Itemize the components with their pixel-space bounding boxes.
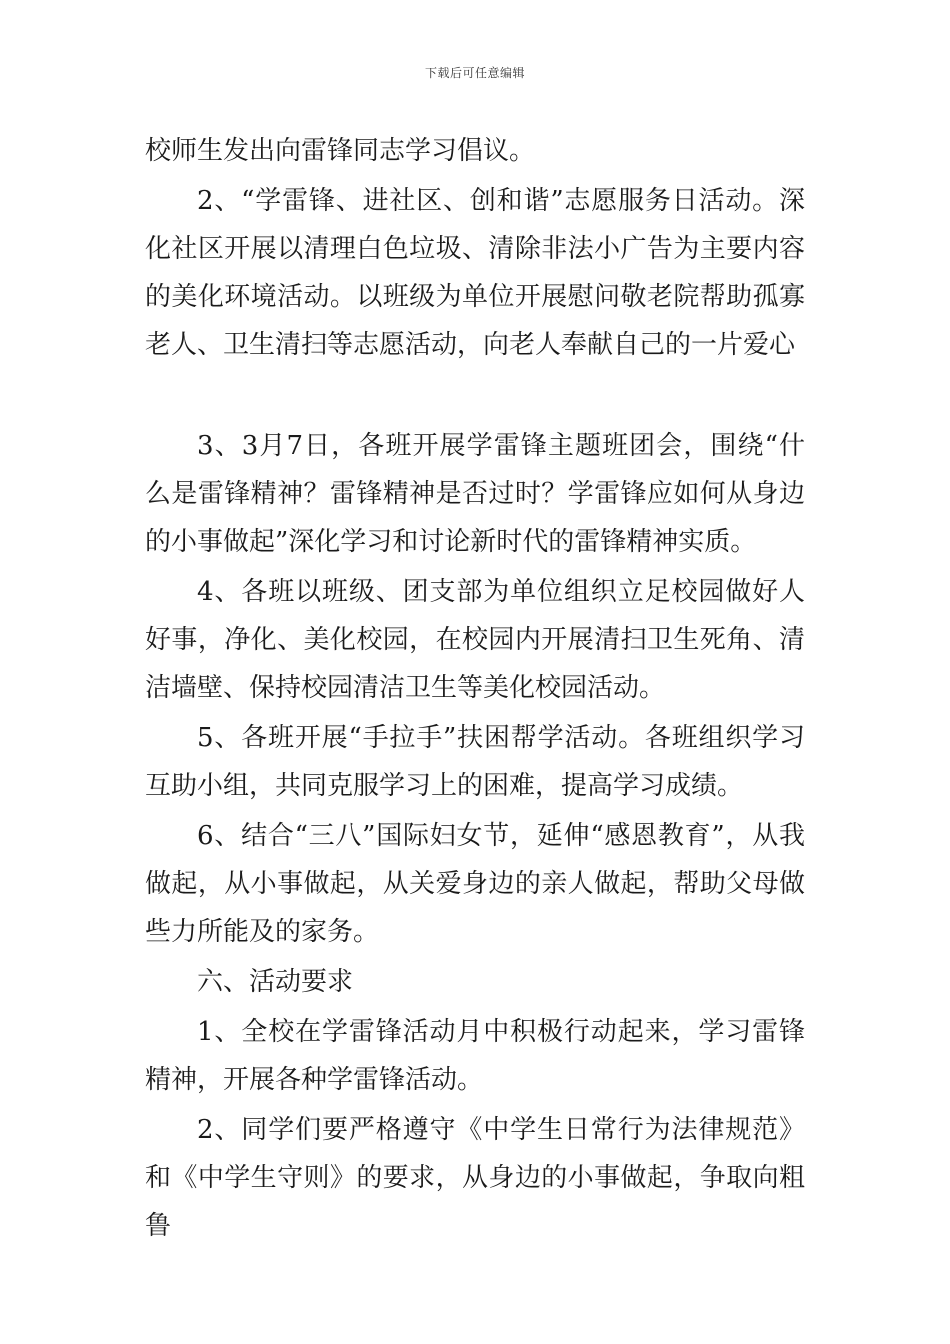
paragraph-continuation: 校师生发出向雷锋同志学习倡议。 [145, 136, 536, 166]
document-body [145, 127, 805, 1250]
paragraph-item-5: 5、各班开展“手拉手”扶困帮学活动。各班组织学习互助小组，共同克服学习上的困难，提高学习成绩。 [145, 723, 805, 801]
paragraph-item-6: 6、结合“三八”国际妇女节，延伸“感恩教育”，从我做起，从小事做起，从关爱身边的亲人做起，帮助父母做些力所能及的家务。 [145, 821, 805, 947]
page-header: 下载后可任意编辑 [424, 66, 525, 80]
paragraph-item-4: 4、各班以班级、团支部为单位组织立足校园做好人好事，净化、美化校园，在校园内开展清扫卫生死角、清洁墙壁、保持校园清洁卫生等美化校园活动。 [145, 577, 805, 703]
paragraph-item-3: 3、3月7日，各班开展学雷锋主题班团会，围绕“什么是雷锋精神？雷锋精神是否过时？学雷锋应如何从身边的小事做起”深化学习和讨论新时代的雷锋精神实质。 [145, 431, 805, 557]
paragraph-item-2: 2、“学雷锋、进社区、创和谐”志愿服务日活动。深化社区开展以清理白色垃圾、清除非法小广告为主要内容的美化环境活动。以班级为单位开展慰问敬老院帮助孤寡老人、卫生清扫等志愿活动，向老人奉献自己的一片爱心 [145, 186, 805, 360]
section-heading-requirements: 六、活动要求 [197, 967, 354, 997]
paragraph-requirement-2: 2、同学们要严格遵守《中学生日常行为法律规范》和《中学生守则》的要求，从身边的小事做起，争取向粗鲁 [145, 1115, 805, 1241]
paragraph-requirement-1: 1、全校在学雷锋活动月中积极行动起来，学习雷锋精神，开展各种学雷锋活动。 [145, 1017, 805, 1095]
